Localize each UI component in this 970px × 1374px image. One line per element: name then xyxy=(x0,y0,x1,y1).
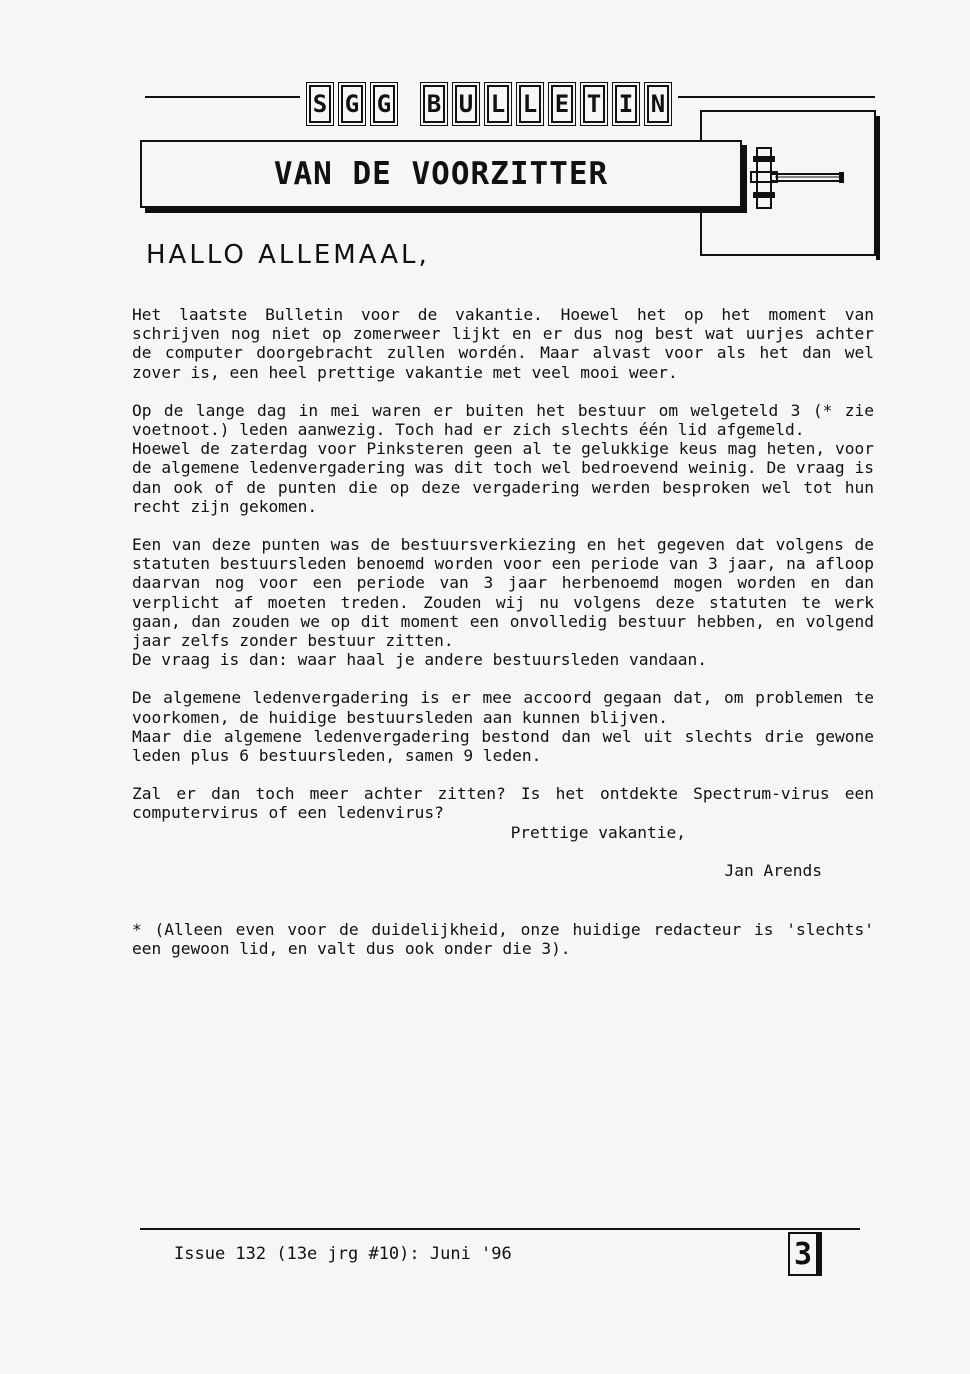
footer-rule xyxy=(140,1228,860,1230)
masthead-letter: T xyxy=(583,85,605,123)
paragraph: Maar die algemene ledenvergadering bestond dan wel uit slechts drie gewone leden plus 6 bestuursleden, samen 9 leden. xyxy=(132,726,874,766)
masthead-letter: L xyxy=(519,85,541,123)
masthead-letter: G xyxy=(341,85,363,123)
masthead-letter: I xyxy=(615,85,637,123)
issue-info: Issue 132 (13e jrg #10): Juni '96 xyxy=(174,1244,512,1264)
gavel-icon xyxy=(747,142,847,222)
masthead-letter: N xyxy=(647,85,669,123)
footnote: * (Alleen even voor de duidelijkheid, onze huidige redacteur is 'slechts' een gewoon lid, en valt dus ook onder die 3). xyxy=(132,920,874,959)
masthead-letter: U xyxy=(455,85,477,123)
section-title: VAN DE VOORZITTER xyxy=(273,156,609,192)
section-title-box xyxy=(140,140,742,208)
signature: Jan Arends xyxy=(724,860,822,880)
paragraph: Een van deze punten was de bestuursverkiezing en het gegeven dat volgens de statuten bestuursleden benoemd worden voor een periode van 3 jaar, na afloop daarvan nog voor een periode van 3 jaar herbenoemd mogen worden en dan verplicht af moeten treden. Zouden wij nu volgens deze statuten te werk gaan, dan zouden we op dit moment een onvolledig bestuur hebben, en volgend jaar zelfs zonder bestuur zitten. xyxy=(132,535,874,651)
masthead-letter: E xyxy=(551,85,573,123)
closing: Prettige vakantie, xyxy=(510,822,686,842)
masthead-letter: L xyxy=(487,85,509,123)
paragraph: Hoewel de zaterdag voor Pinksteren geen al te gelukkige keus mag heten, voor de algemene ledenvergadering was dit toch wel bedroevend weinig. De vraag is dan ook of de punten die op deze vergadering werden besproken wel tot hun recht zijn gekomen. xyxy=(132,439,874,516)
paragraph: Zal er dan toch meer achter zitten? Is het ontdekte Spectrum-virus een computervirus of een ledenvirus? xyxy=(132,784,874,823)
page-number: 3 xyxy=(788,1232,818,1276)
paragraph: Op de lange dag in mei waren er buiten het bestuur om welgeteld 3 (* zie voetnoot.) leden aanwezig. Toch had er zich slechts één lid afgemeld. xyxy=(132,400,874,440)
masthead-letter: G xyxy=(373,85,395,123)
masthead-letter: B xyxy=(423,85,445,123)
paragraph: De algemene ledenvergadering is er mee accoord gegaan dat, om problemen te voorkomen, de huidige bestuursleden aan kunnen blijven. xyxy=(132,688,874,727)
greeting: HALLO ALLEMAAL, xyxy=(146,240,430,270)
article-body xyxy=(132,305,874,958)
masthead xyxy=(300,82,678,126)
masthead-letter: S xyxy=(309,85,331,123)
paragraph: Het laatste Bulletin voor de vakantie. Hoewel het op het moment van schrijven nog niet op zomerweer lijkt en er dus nog best wat uurjes achter de computer doorgebracht zullen wordén. Maar alvast voor als het dan wel zover is, een heel prettige vakantie met veel mooi weer. xyxy=(132,305,874,382)
paragraph: De vraag is dan: waar haal je andere bestuursleden vandaan. xyxy=(132,650,707,670)
